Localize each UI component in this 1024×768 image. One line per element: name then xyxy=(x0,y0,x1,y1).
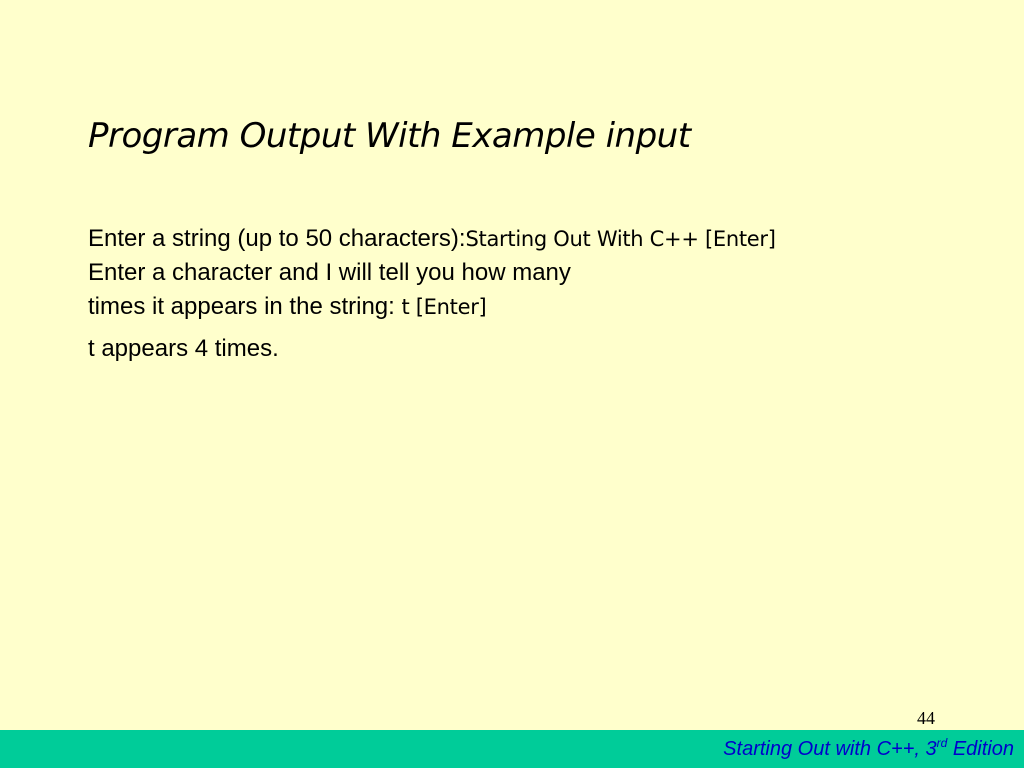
footer-book-title xyxy=(723,736,1014,762)
output-line-prompt-character-cont xyxy=(88,290,968,324)
user-input: Starting Out With C++ [Enter] xyxy=(465,227,776,251)
program-output xyxy=(88,222,968,366)
page-number: 44 xyxy=(917,708,935,728)
output-line-result xyxy=(88,332,968,366)
output-line-prompt-string xyxy=(88,222,968,256)
user-input: t [Enter] xyxy=(401,295,487,319)
output-line-prompt-character xyxy=(88,256,968,290)
footer-bar xyxy=(0,730,1024,768)
footer-text-main: Starting Out with C++, 3 xyxy=(723,738,937,760)
output-text: Enter a character and I will tell you how many xyxy=(88,259,571,286)
footer-superscript: rd xyxy=(936,736,948,750)
footer-text-edition: Edition xyxy=(947,738,1014,760)
output-text: Enter a string (up to 50 characters): xyxy=(88,225,466,252)
output-text: t appears 4 times. xyxy=(88,335,279,362)
slide-title: Program Output With Example input xyxy=(88,116,691,156)
output-text: times it appears in the string: xyxy=(88,293,402,320)
